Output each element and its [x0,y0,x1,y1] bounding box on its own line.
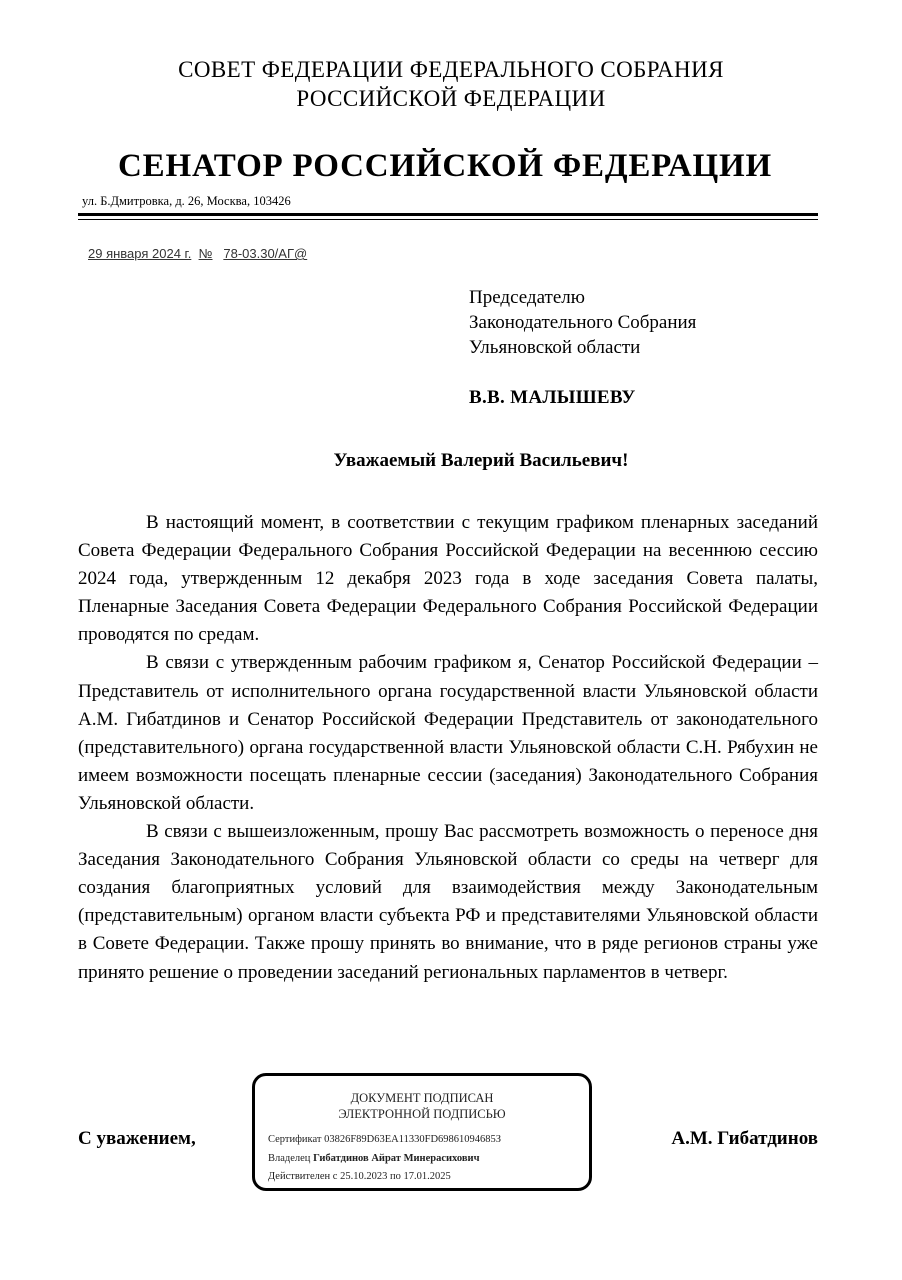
registration-number-label: № [198,246,213,261]
greeting: Уважаемый Валерий Васильевич! [333,450,629,471]
stamp-validity [268,1171,451,1182]
addressee-name: В.В. МАЛЫШЕВУ [469,387,636,408]
stamp-owner-value: Гибатдинов Айрат Минерасихович [313,1153,480,1164]
stamp-valid-label: Действителен с [268,1171,338,1182]
addressee-line-2: Законодательного Собрания [469,312,697,333]
letterhead-address: ул. Б.Дмитровка, д. 26, Москва, 103426 [82,194,291,208]
body-paragraph-3: В связи с вышеизложенным, прошу Вас рассмотреть возможность о переносе дня Заседания Законодательного Собрания Ульяновской области со среды на четверг для создания благоприятных условий для взаимодействия между Законодательным (представительным) органом власти субъекта РФ и представителями Ульяновской области в Совете Федерации. Также прошу принять во внимание, что в ряде регионов страны уже принято решение о проведении заседаний региональных парламентов в четверг. [78,821,818,983]
stamp-certificate-label: Сертификат [268,1134,322,1145]
registration-date: 29 января 2024 г. [88,246,192,261]
stamp-valid-from: 25.10.2023 [340,1171,388,1182]
stamp-valid-to: 17.01.2025 [403,1171,451,1182]
stamp-header-line-2: ЭЛЕКТРОННОЙ ПОДПИСЬЮ [338,1107,506,1121]
stamp-certificate [268,1134,501,1145]
stamp-valid-to-label: по [389,1171,401,1182]
body-paragraph-1: В настоящий момент, в соответствии с текущим графиком пленарных заседаний Совета Федерации Федерального Собрания Российской Федерации на весеннюю сессию 2024 года, утвержденным 12 декабря 2023 года в ходе заседания Совета палаты, Пленарные Заседания Совета Федерации Федерального Собрания Российской Федерации проводятся по средам. [78,512,818,646]
body-paragraph-2: В связи с утвержденным рабочим графиком я, Сенатор Российской Федерации – Представитель от исполнительного органа государственной власти Ульяновской области А.М. Гибатдинов и Сенатор Российской Федерации Представитель от законодательного (представительного) органа государственной власти Ульяновской области С.Н. Рябухин не имеем возможности посещать пленарные сессии (заседания) Законодательного Собрания Ульяновской области. [78,652,818,814]
stamp-certificate-value: 03826F89D63EA11330FD69861094685З [324,1134,502,1145]
addressee-line-3: Ульяновской области [469,337,641,358]
registration-number: 78-03.30/АГ@ [223,246,308,261]
stamp-owner-label: Владелец [268,1153,311,1164]
organization-line-2: РОССИЙСКОЙ ФЕДЕРАЦИИ [296,86,606,111]
signer-name: А.М. Гибатдинов [671,1128,818,1149]
addressee-line-1: Председателю [469,287,585,308]
closing: С уважением, [78,1128,196,1149]
organization-line-1: СОВЕТ ФЕДЕРАЦИИ ФЕДЕРАЛЬНОГО СОБРАНИЯ [178,57,724,82]
letterhead-rule-thin [78,219,818,220]
letter-body [78,509,818,987]
letterhead-rule-thick [78,213,818,216]
registration-line [88,246,307,261]
electronic-signature-stamp [252,1073,592,1191]
stamp-header-line-1: ДОКУМЕНТ ПОДПИСАН [350,1091,494,1105]
stamp-owner [268,1153,480,1164]
letterhead-title: СЕНАТОР РОССИЙСКОЙ ФЕДЕРАЦИИ [118,148,772,184]
